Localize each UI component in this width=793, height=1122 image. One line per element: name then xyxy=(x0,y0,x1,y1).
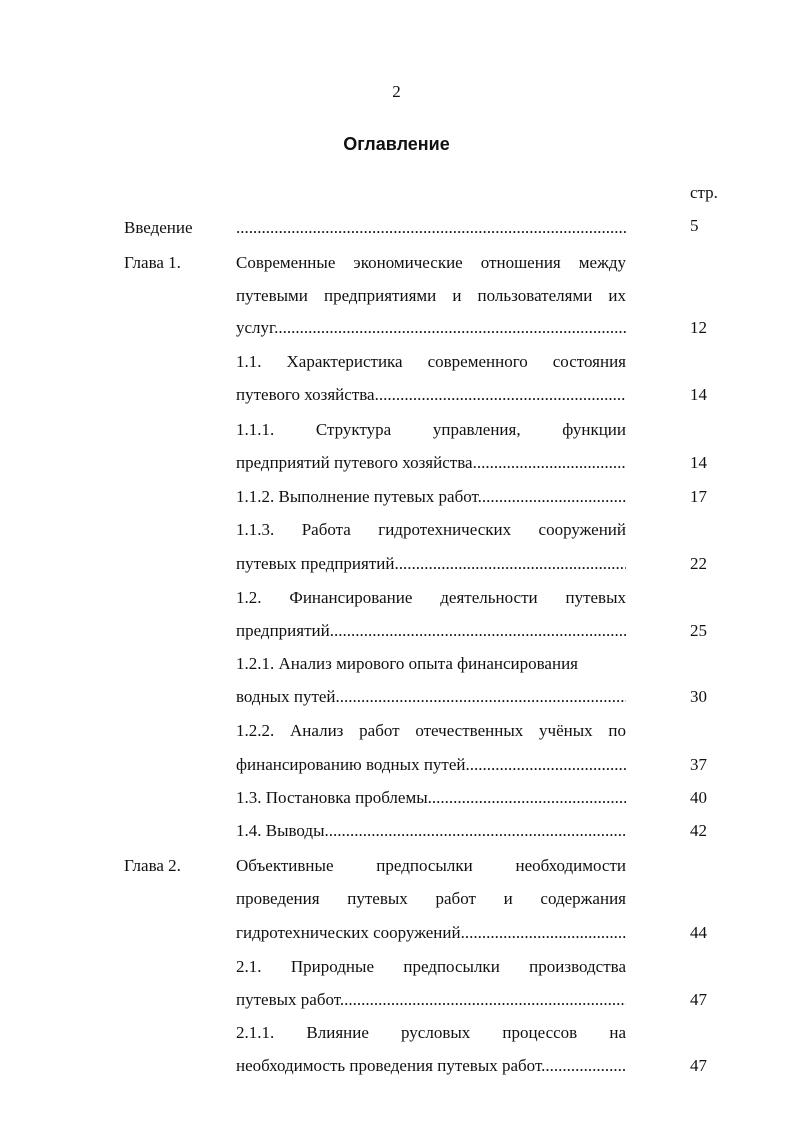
entry-page: 42 xyxy=(690,821,707,840)
entry-line: финансированию водных путей ..... xyxy=(236,755,626,775)
entry-line: 1.2.1. Анализ мирового опыта финансирования xyxy=(236,654,578,673)
entry-line xyxy=(236,218,626,238)
entry-page: 40 xyxy=(690,788,707,807)
entry-page: 25 xyxy=(690,621,707,640)
entry-line: 1.2.2. Анализ работ отечественных учёных по xyxy=(236,721,626,740)
entry-line: 1.2. Финансирование деятельности путевых xyxy=(236,588,626,607)
entry-line: необходимость проведения путевых работ ..... xyxy=(236,1056,626,1076)
entry-line: путевых предприятий ..... xyxy=(236,554,626,574)
entry-line: предприятий путевого хозяйства ..... xyxy=(236,453,626,473)
entry-line: 1.4. Выводы ..... xyxy=(236,821,626,841)
entry-line: путевого хозяйства ..... xyxy=(236,385,626,405)
entry-line: путевых работ ..... xyxy=(236,990,626,1010)
entry-page: 14 xyxy=(690,385,707,404)
entry-line: услуг ..... xyxy=(236,318,626,338)
entry-line: 2.1.1. Влияние русловых процессов на xyxy=(236,1023,626,1042)
entry-line: 1.1.2. Выполнение путевых работ ..... xyxy=(236,487,626,507)
entry-page: 47 xyxy=(690,1056,707,1075)
entry-line: 1.1. Характеристика современного состояния xyxy=(236,352,626,371)
entry-line: 2.1. Природные предпосылки производства xyxy=(236,957,626,976)
entry-line: гидротехнических сооружений ..... xyxy=(236,923,626,943)
entry-page: 12 xyxy=(690,318,707,337)
entry-line: 1.3. Постановка проблемы ..... xyxy=(236,788,626,808)
entry-page: 44 xyxy=(690,923,707,942)
entry-line: водных путей ..... xyxy=(236,687,626,707)
entry-line: проведения путевых работ и содержания xyxy=(236,889,626,908)
entry-line: 1.1.3. Работа гидротехнических сооружений xyxy=(236,520,626,539)
entry-label: Глава 2. xyxy=(124,856,181,875)
entry-page: 30 xyxy=(690,687,707,706)
page-number: 2 xyxy=(392,82,401,101)
entry-line: предприятий ..... xyxy=(236,621,626,641)
entry-line: путевыми предприятиями и пользователями их xyxy=(236,286,626,305)
entry-line: Объективные предпосылки необходимости xyxy=(236,856,626,875)
entry-label: Введение xyxy=(124,218,193,237)
entry-page: 47 xyxy=(690,990,707,1009)
entry-line: Современные экономические отношения между xyxy=(236,253,626,272)
entry-page: 22 xyxy=(690,554,707,573)
entry-line: 1.1.1. Структура управления, функции xyxy=(236,420,626,439)
entry-page: 14 xyxy=(690,453,707,472)
toc-title: Оглавление xyxy=(343,134,450,154)
entry-page: 17 xyxy=(690,487,707,506)
entry-page: 5 xyxy=(690,216,699,235)
entry-page: 37 xyxy=(690,755,707,774)
entry-label: Глава 1. xyxy=(124,253,181,272)
page-column-label: стр. xyxy=(690,183,718,202)
